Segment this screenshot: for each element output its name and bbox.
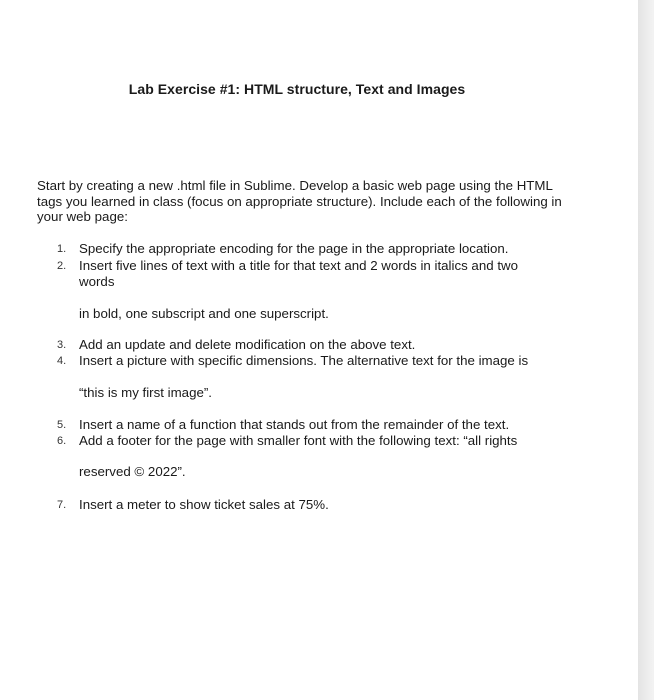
- list-item-text: Specify the appropriate encoding for the page in the appropriate location.: [79, 241, 509, 256]
- list-item-number: 3.: [57, 339, 67, 351]
- list-item-number: 5.: [57, 419, 67, 431]
- list-item-number: 4.: [57, 355, 67, 367]
- list-item-number: 2.: [57, 260, 67, 272]
- list-item-text: Insert five lines of text with a title for that text and 2 words in italics and two words: [79, 258, 519, 289]
- list-item-continuation: in bold, one subscript and one superscript.: [79, 306, 329, 321]
- list-item-text: Insert a name of a function that stands out from the remainder of the text.: [79, 417, 510, 432]
- intro-paragraph: Start by creating a new .html file in Sublime. Develop a basic web page using the HTML tags you learned in class (focus on appropriate structure). Include each of the following in your web page:: [37, 178, 562, 224]
- page-title: Lab Exercise #1: HTML structure, Text and Images: [128, 81, 466, 97]
- list-item-text: Add a footer for the page with smaller font with the following text: “all rights: [79, 433, 518, 448]
- list-item-continuation: reserved © 2022”.: [79, 464, 186, 479]
- list-item-text: Insert a meter to show ticket sales at 75%.: [79, 497, 329, 512]
- list-item-text: Insert a picture with specific dimensions. The alternative text for the image is: [79, 353, 529, 368]
- list-item-text: Add an update and delete modification on the above text.: [79, 337, 416, 352]
- list-item-continuation: “this is my first image”.: [79, 385, 212, 400]
- list-item-number: 6.: [57, 435, 67, 447]
- list-item-number: 1.: [57, 243, 67, 255]
- list-item-number: 7.: [57, 499, 67, 511]
- page-edge-shadow: [638, 0, 654, 700]
